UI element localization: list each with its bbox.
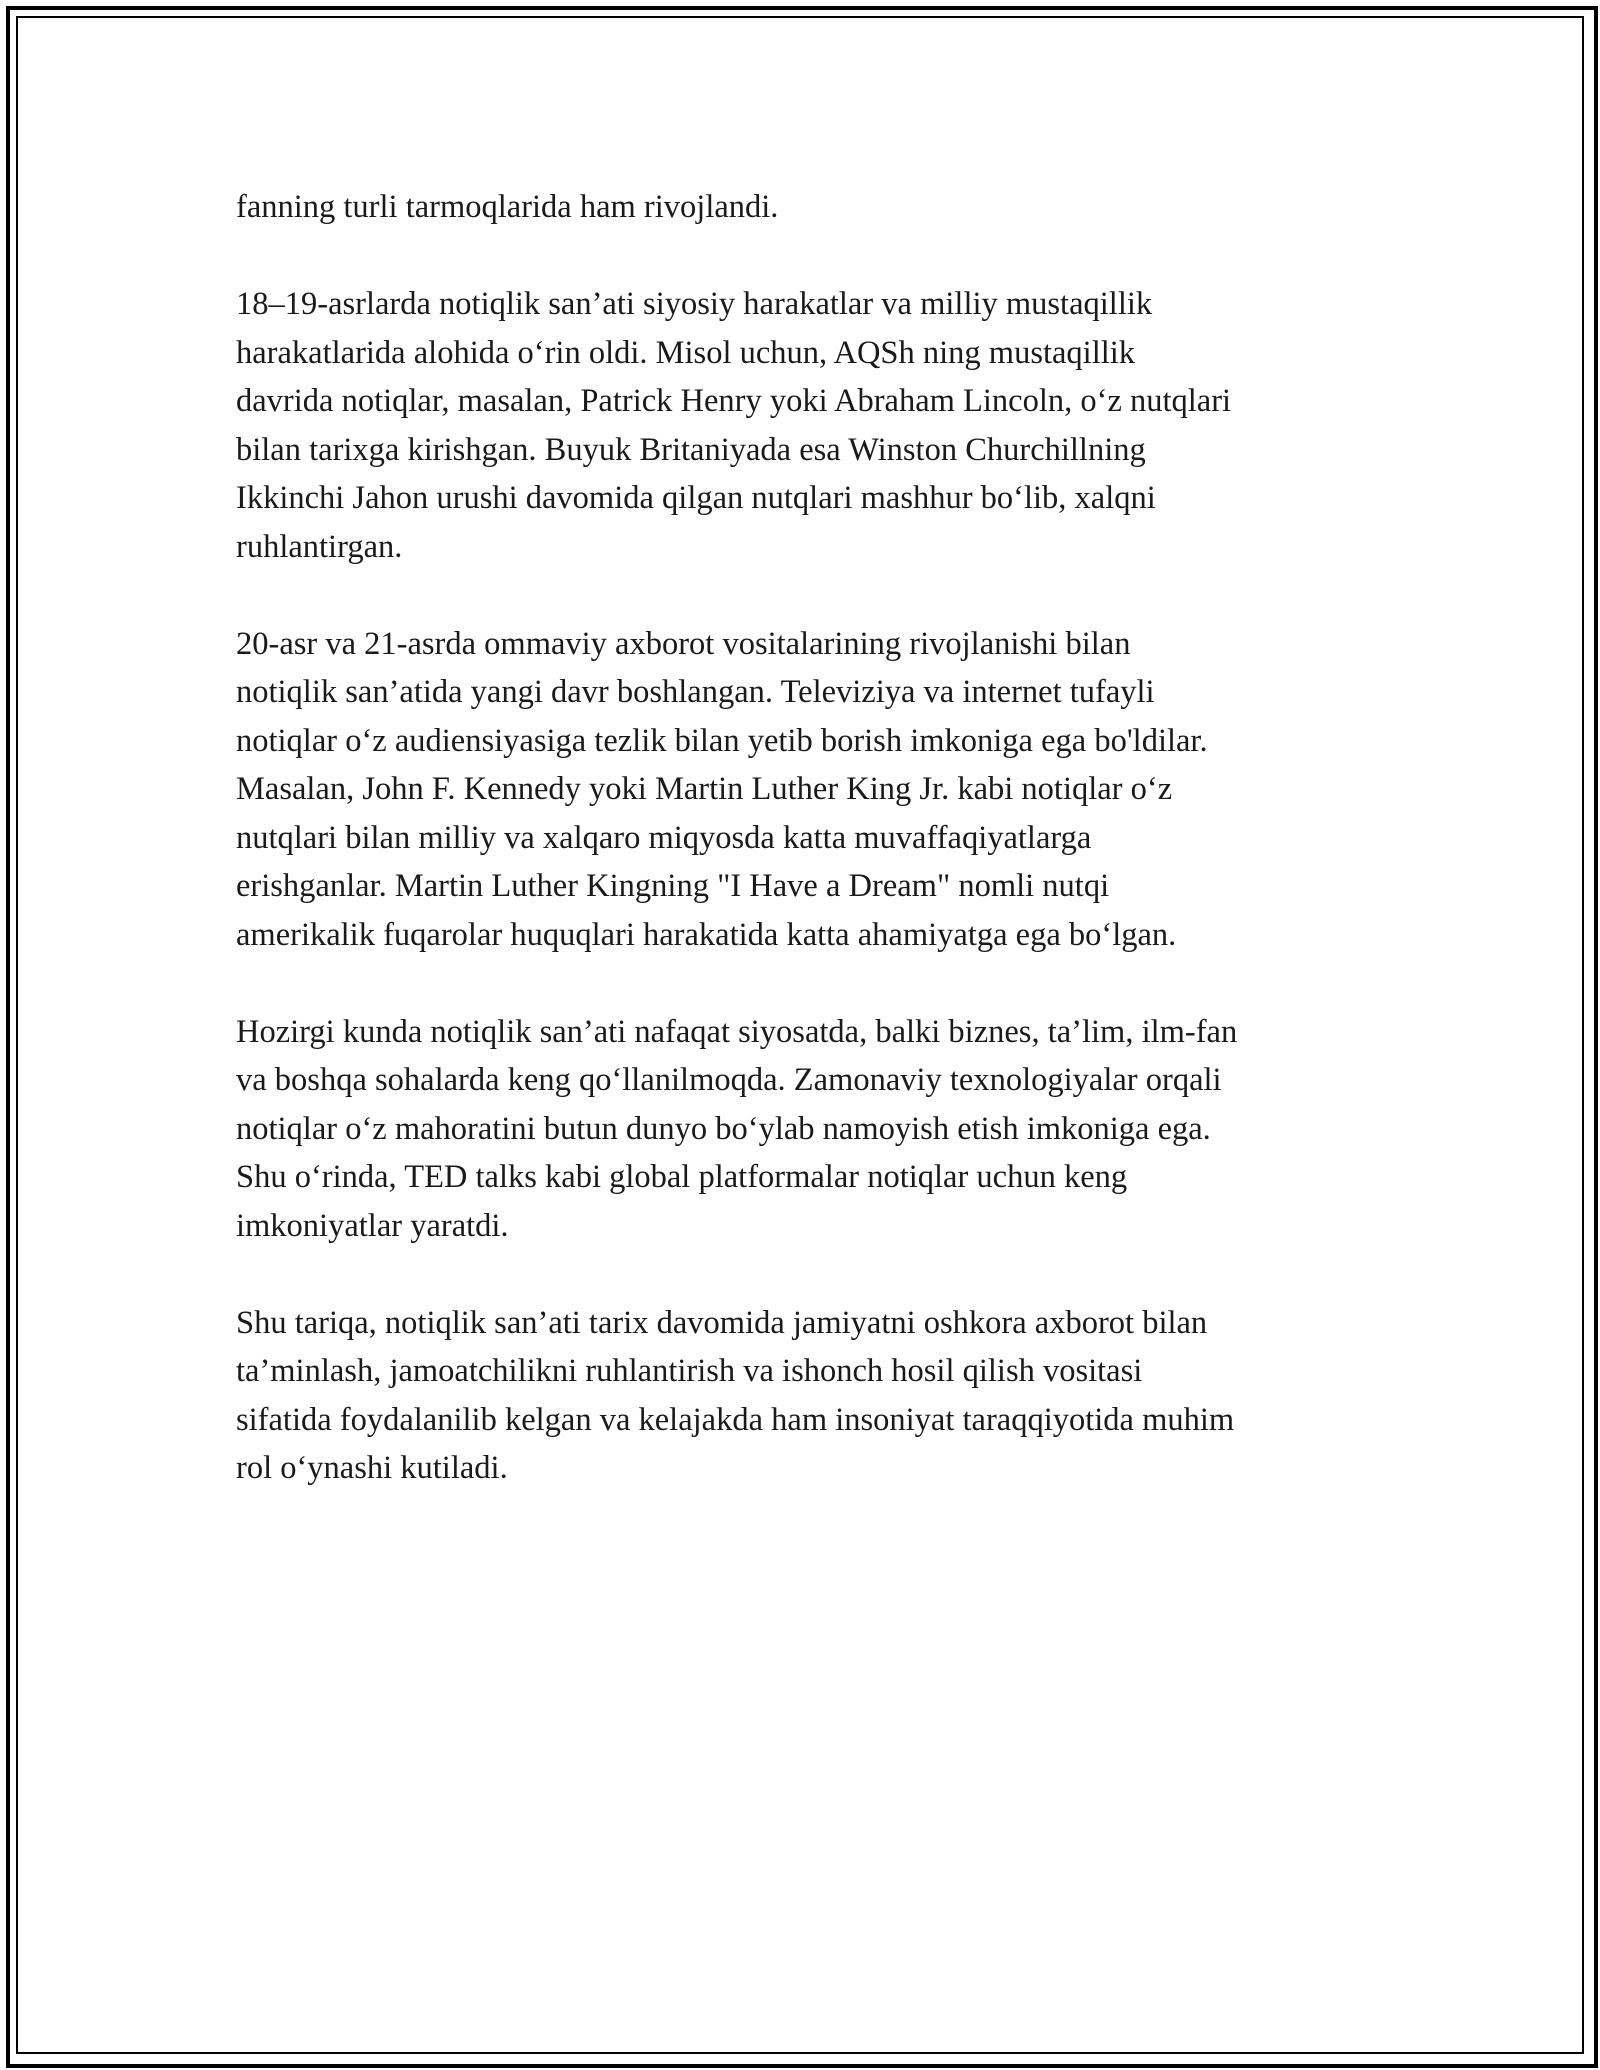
paragraph-20-21-centuries: 20-asr va 21-asrda ommaviy axborot vositalarining rivojlanishi bilan notiqlik san’atida yangi davr boshlangan. Televiziya va internet tufayli notiqlar o‘z audiensiyasiga tezlik bilan yetib borish imkoniga ega bo'ldilar. Masalan, John F. Kennedy yoki Martin Luther King Jr. kabi notiqlar o‘z nutqlari bilan milliy va xalqaro miqyosda katta muvaffaqiyatlarga erishganlar. Martin Luther Kingning "I Have a Dream" nomli nutqi amerikalik fuqarolar huquqlari harakatida katta ahamiyatga ega bo‘lgan. [236, 625, 1208, 953]
paragraph-conclusion: Shu tariqa, notiqlik san’ati tarix davomida jamiyatni oshkora axborot bilan ta’minlash, jamoatchilikni ruhlantirish va ishonch hosil qilish vositasi sifatida foydalanilib kelgan va kelajakda ham insoniyat taraqqiyotida muhim rol o‘ynashi kutiladi. [236, 1304, 1235, 1486]
page-content [236, 183, 1386, 1541]
paragraph-present-day: Hozirgi kunda notiqlik san’ati nafaqat siyosatda, balki biznes, ta’lim, ilm-fan va boshqa sohalarda keng qo‘llanilmoqda. Zamonaviy texnologiyalar orqali notiqlar o‘z mahoratini butun dunyo bo‘ylab namoyish etish imkoniga ega. Shu o‘rinda, TED talks kabi global platformalar notiqlar uchun keng imkoniyatlar yaratdi. [236, 1013, 1238, 1244]
paragraph-18-19-centuries: 18–19-asrlarda notiqlik san’ati siyosiy harakatlar va milliy mustaqillik harakatlarida alohida o‘rin oldi. Misol uchun, AQSh ning mustaqillik davrida notiqlar, masalan, Patrick Henry yoki Abraham Lincoln, o‘z nutqlari bilan tarixga kirishgan. Buyuk Britaniyada esa Winston Churchillning Ikkinchi Jahon urushi davomida qilgan nutqlari mashhur bo‘lib, xalqni ruhlantirgan. [236, 286, 1232, 565]
paragraph-continuation: fanning turli tarmoqlarida ham rivojlandi. [236, 189, 779, 225]
